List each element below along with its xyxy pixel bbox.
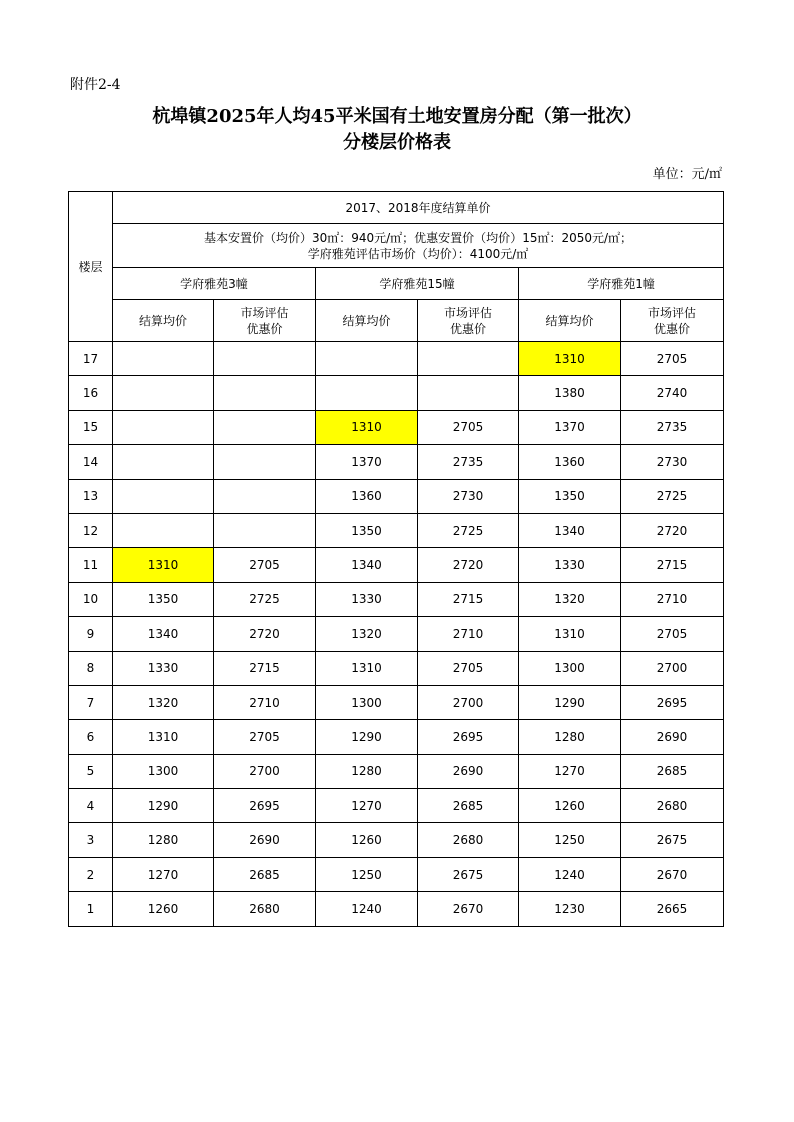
settle-price-cell: 1350	[113, 582, 214, 616]
floor-cell: 2	[69, 857, 113, 891]
settle-price-cell: 1260	[113, 892, 214, 926]
market-price-cell: 2680	[621, 789, 724, 823]
sub-header-market	[214, 300, 316, 342]
settle-price-cell: 1290	[519, 685, 621, 719]
floor-row-17	[69, 342, 724, 376]
settle-price-cell: 1270	[113, 857, 214, 891]
market-price-cell: 2680	[214, 892, 316, 926]
settle-price-cell: 1370	[519, 410, 621, 444]
market-price-cell	[214, 479, 316, 513]
market-price-cell: 2725	[621, 479, 724, 513]
settle-price-cell: 1310	[113, 548, 214, 582]
price-table	[68, 191, 724, 927]
settle-price-cell: 1270	[519, 754, 621, 788]
market-price-cell	[418, 342, 519, 376]
settle-price-cell: 1320	[316, 617, 418, 651]
floor-row-7	[69, 685, 724, 719]
settle-price-cell: 1260	[519, 789, 621, 823]
floor-cell: 9	[69, 617, 113, 651]
settle-price-cell: 1330	[113, 651, 214, 685]
market-price-cell: 2700	[214, 754, 316, 788]
sub-header-settle: 结算均价	[316, 300, 418, 342]
market-price-cell: 2705	[621, 617, 724, 651]
market-price-cell: 2680	[418, 823, 519, 857]
floor-cell: 8	[69, 651, 113, 685]
settle-price-cell: 1300	[316, 685, 418, 719]
floor-row-10	[69, 582, 724, 616]
market-price-cell: 2695	[418, 720, 519, 754]
settle-price-cell	[113, 513, 214, 547]
floor-cell: 6	[69, 720, 113, 754]
market-price-cell: 2735	[418, 445, 519, 479]
header-row-note	[69, 224, 724, 268]
settle-price-cell: 1310	[316, 651, 418, 685]
market-price-cell: 2700	[418, 685, 519, 719]
settle-price-cell: 1270	[316, 789, 418, 823]
market-price-cell: 2665	[621, 892, 724, 926]
market-price-cell: 2710	[621, 582, 724, 616]
settle-price-cell: 1260	[316, 823, 418, 857]
floor-cell: 7	[69, 685, 113, 719]
market-price-cell: 2720	[214, 617, 316, 651]
market-price-cell: 2740	[621, 376, 724, 410]
settle-price-cell: 1340	[316, 548, 418, 582]
sub-header-settle: 结算均价	[113, 300, 214, 342]
sub-header-market-line2: 优惠价	[246, 321, 283, 336]
market-price-cell: 2725	[418, 513, 519, 547]
market-price-cell: 2705	[418, 651, 519, 685]
floor-cell: 4	[69, 789, 113, 823]
floor-cell: 12	[69, 513, 113, 547]
market-price-cell: 2685	[621, 754, 724, 788]
settle-price-cell: 1310	[316, 410, 418, 444]
floor-row-6	[69, 720, 724, 754]
floor-row-14	[69, 445, 724, 479]
building-header-3: 学府雅苑3幢	[113, 268, 316, 300]
floor-row-13	[69, 479, 724, 513]
market-price-cell	[418, 376, 519, 410]
floor-row-1	[69, 892, 724, 926]
market-price-cell: 2705	[214, 720, 316, 754]
floor-cell: 14	[69, 445, 113, 479]
floor-cell: 16	[69, 376, 113, 410]
settle-price-cell: 1280	[113, 823, 214, 857]
settle-price-cell: 1320	[113, 685, 214, 719]
floor-cell: 1	[69, 892, 113, 926]
floor-row-11	[69, 548, 724, 582]
market-price-cell: 2710	[418, 617, 519, 651]
sub-header-market-line1: 市场评估	[648, 305, 697, 320]
market-price-cell: 2675	[621, 823, 724, 857]
settle-price-cell: 1280	[519, 720, 621, 754]
floor-row-16	[69, 376, 724, 410]
settle-price-cell: 1310	[519, 342, 621, 376]
floor-row-15	[69, 410, 724, 444]
settle-price-cell	[113, 479, 214, 513]
settle-price-cell: 1310	[113, 720, 214, 754]
market-price-cell: 2715	[621, 548, 724, 582]
floor-row-9	[69, 617, 724, 651]
market-price-cell	[214, 513, 316, 547]
settle-price-cell: 1300	[519, 651, 621, 685]
floor-cell: 5	[69, 754, 113, 788]
market-price-cell: 2690	[214, 823, 316, 857]
market-price-cell: 2715	[214, 651, 316, 685]
document-title: 杭埠镇2025年人均45平米国有土地安置房分配（第一批次）	[152, 106, 642, 127]
settle-price-cell: 1240	[519, 857, 621, 891]
price-year-header: 2017、2018年度结算单价	[113, 192, 724, 224]
market-price-cell: 2735	[621, 410, 724, 444]
document-subtitle: 分楼层价格表	[343, 132, 451, 153]
sub-header-market-line2: 优惠价	[449, 321, 486, 336]
settle-price-cell: 1300	[113, 754, 214, 788]
floor-header: 楼层	[69, 192, 113, 342]
settle-price-cell: 1330	[519, 548, 621, 582]
settle-price-cell: 1360	[519, 445, 621, 479]
floor-cell: 10	[69, 582, 113, 616]
sub-header-market-line1: 市场评估	[443, 305, 492, 320]
settle-price-cell: 1330	[316, 582, 418, 616]
market-price-cell: 2715	[418, 582, 519, 616]
settle-price-cell	[113, 445, 214, 479]
settle-price-cell: 1340	[519, 513, 621, 547]
unit-label: 单位：元/㎡	[652, 167, 722, 182]
floor-row-5	[69, 754, 724, 788]
market-price-cell	[214, 445, 316, 479]
market-price-cell: 2705	[214, 548, 316, 582]
settle-price-cell: 1350	[519, 479, 621, 513]
market-price-cell: 2675	[418, 857, 519, 891]
market-price-cell: 2720	[418, 548, 519, 582]
settle-price-cell	[113, 410, 214, 444]
sub-header-market	[621, 300, 724, 342]
attachment-label: 附件2-4	[70, 77, 121, 93]
settle-price-cell	[316, 342, 418, 376]
floor-row-8	[69, 651, 724, 685]
settle-price-cell	[113, 342, 214, 376]
market-price-cell: 2695	[621, 685, 724, 719]
market-price-cell: 2690	[418, 754, 519, 788]
settle-price-cell: 1230	[519, 892, 621, 926]
market-price-cell	[214, 342, 316, 376]
market-price-cell: 2695	[214, 789, 316, 823]
market-price-cell: 2730	[418, 479, 519, 513]
settle-price-cell: 1250	[519, 823, 621, 857]
floor-cell: 3	[69, 823, 113, 857]
sub-header-settle: 结算均价	[519, 300, 621, 342]
market-price-cell: 2705	[418, 410, 519, 444]
floor-row-4	[69, 789, 724, 823]
building-header-1: 学府雅苑1幢	[519, 268, 724, 300]
settle-price-cell	[113, 376, 214, 410]
market-price-cell: 2690	[621, 720, 724, 754]
market-price-cell: 2700	[621, 651, 724, 685]
price-note-line1: 基本安置价（均价）30㎡：940元/㎡；优惠安置价（均价）15㎡：2050元/㎡；	[203, 230, 633, 245]
header-row-buildings	[69, 268, 724, 300]
market-price-cell: 2670	[418, 892, 519, 926]
settle-price-cell: 1310	[519, 617, 621, 651]
floor-cell: 15	[69, 410, 113, 444]
building-header-15: 学府雅苑15幢	[316, 268, 519, 300]
settle-price-cell: 1360	[316, 479, 418, 513]
market-price-cell: 2725	[214, 582, 316, 616]
settle-price-cell: 1250	[316, 857, 418, 891]
market-price-cell	[214, 376, 316, 410]
floor-row-12	[69, 513, 724, 547]
floor-cell: 11	[69, 548, 113, 582]
market-price-cell: 2730	[621, 445, 724, 479]
settle-price-cell: 1350	[316, 513, 418, 547]
header-row-subheaders	[69, 300, 724, 342]
floor-cell: 17	[69, 342, 113, 376]
settle-price-cell: 1290	[316, 720, 418, 754]
sub-header-market-line2: 优惠价	[654, 321, 691, 336]
settle-price-cell: 1320	[519, 582, 621, 616]
price-note-line2: 学府雅苑评估市场价（均价）：4100元/㎡	[307, 246, 529, 261]
market-price-cell: 2705	[621, 342, 724, 376]
settle-price-cell: 1370	[316, 445, 418, 479]
price-note	[113, 224, 724, 268]
market-price-cell: 2720	[621, 513, 724, 547]
sub-header-market	[418, 300, 519, 342]
floor-row-3	[69, 823, 724, 857]
sub-header-market-line1: 市场评估	[240, 305, 289, 320]
market-price-cell: 2710	[214, 685, 316, 719]
header-row-year	[69, 192, 724, 224]
floor-cell: 13	[69, 479, 113, 513]
market-price-cell: 2685	[418, 789, 519, 823]
settle-price-cell: 1240	[316, 892, 418, 926]
market-price-cell: 2685	[214, 857, 316, 891]
settle-price-cell: 1340	[113, 617, 214, 651]
price-table-body	[69, 192, 724, 927]
settle-price-cell: 1380	[519, 376, 621, 410]
settle-price-cell	[316, 376, 418, 410]
settle-price-cell: 1280	[316, 754, 418, 788]
floor-row-2	[69, 857, 724, 891]
market-price-cell: 2670	[621, 857, 724, 891]
market-price-cell	[214, 410, 316, 444]
settle-price-cell: 1290	[113, 789, 214, 823]
